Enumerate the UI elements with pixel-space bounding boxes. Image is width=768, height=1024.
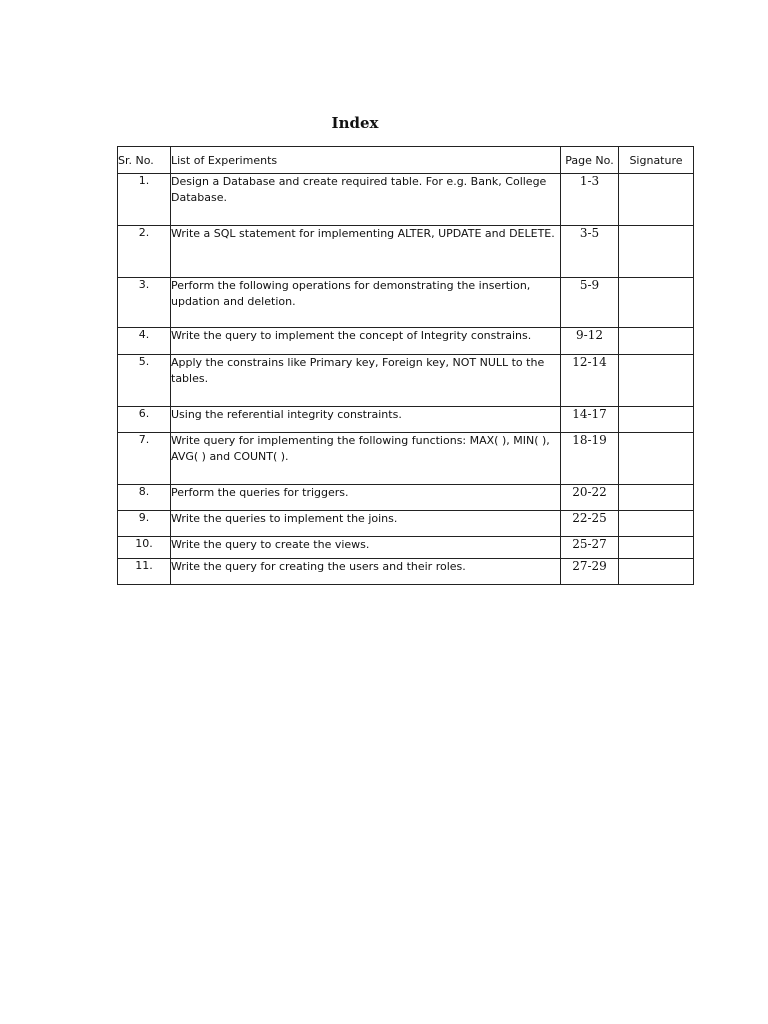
experiment-cell: Apply the constrains like Primary key, Foreign key, NOT NULL to the tables. <box>171 355 561 407</box>
table-row <box>118 433 694 485</box>
table-row <box>118 226 694 278</box>
signature-cell <box>619 174 694 226</box>
page-no-cell: 9-12 <box>561 328 619 355</box>
sr-no-cell: 1. <box>118 174 171 226</box>
sr-no-cell: 11. <box>118 559 171 585</box>
signature-cell <box>619 511 694 537</box>
index-table <box>117 146 694 585</box>
sr-no-cell: 7. <box>118 433 171 485</box>
header-page-no: Page No. <box>561 147 619 174</box>
page-no-cell: 27-29 <box>561 559 619 585</box>
sr-no-cell: 3. <box>118 278 171 328</box>
sr-no-cell: 9. <box>118 511 171 537</box>
signature-cell <box>619 278 694 328</box>
experiment-cell: Write the query to implement the concept of Integrity constrains. <box>171 328 561 355</box>
header-experiments: List of Experiments <box>171 147 561 174</box>
table-row <box>118 537 694 559</box>
signature-cell <box>619 559 694 585</box>
signature-cell <box>619 407 694 433</box>
experiment-cell: Perform the queries for triggers. <box>171 485 561 511</box>
signature-cell <box>619 433 694 485</box>
sr-no-cell: 8. <box>118 485 171 511</box>
page-no-cell: 1-3 <box>561 174 619 226</box>
signature-cell <box>619 226 694 278</box>
page-no-cell: 18-19 <box>561 433 619 485</box>
experiment-cell: Write the queries to implement the joins. <box>171 511 561 537</box>
experiment-cell: Write a SQL statement for implementing ALTER, UPDATE and DELETE. <box>171 226 561 278</box>
page-no-cell: 5-9 <box>561 278 619 328</box>
header-sr-no: Sr. No. <box>118 147 171 174</box>
page-no-cell: 22-25 <box>561 511 619 537</box>
page-no-cell: 3-5 <box>561 226 619 278</box>
table-row <box>118 174 694 226</box>
table-row <box>118 485 694 511</box>
experiment-cell: Using the referential integrity constraints. <box>171 407 561 433</box>
signature-cell <box>619 485 694 511</box>
page-no-cell: 12-14 <box>561 355 619 407</box>
sr-no-cell: 6. <box>118 407 171 433</box>
experiment-cell: Design a Database and create required table. For e.g. Bank, College Database. <box>171 174 561 226</box>
table-row <box>118 328 694 355</box>
experiment-cell: Perform the following operations for demonstrating the insertion, updation and deletion. <box>171 278 561 328</box>
header-signature: Signature <box>619 147 694 174</box>
sr-no-cell: 4. <box>118 328 171 355</box>
experiment-cell: Write query for implementing the following functions: MAX( ), MIN( ), AVG( ) and COUNT( ). <box>171 433 561 485</box>
page-no-cell: 14-17 <box>561 407 619 433</box>
table-row <box>118 355 694 407</box>
page-no-cell: 25-27 <box>561 537 619 559</box>
page-no-cell: 20-22 <box>561 485 619 511</box>
table-row <box>118 278 694 328</box>
table-row <box>118 407 694 433</box>
sr-no-cell: 2. <box>118 226 171 278</box>
experiment-cell: Write the query to create the views. <box>171 537 561 559</box>
experiment-cell: Write the query for creating the users and their roles. <box>171 559 561 585</box>
signature-cell <box>619 355 694 407</box>
page-title: Index <box>331 114 379 132</box>
table-row <box>118 559 694 585</box>
table-row <box>118 511 694 537</box>
sr-no-cell: 10. <box>118 537 171 559</box>
signature-cell <box>619 328 694 355</box>
signature-cell <box>619 537 694 559</box>
header-row <box>118 147 694 174</box>
sr-no-cell: 5. <box>118 355 171 407</box>
